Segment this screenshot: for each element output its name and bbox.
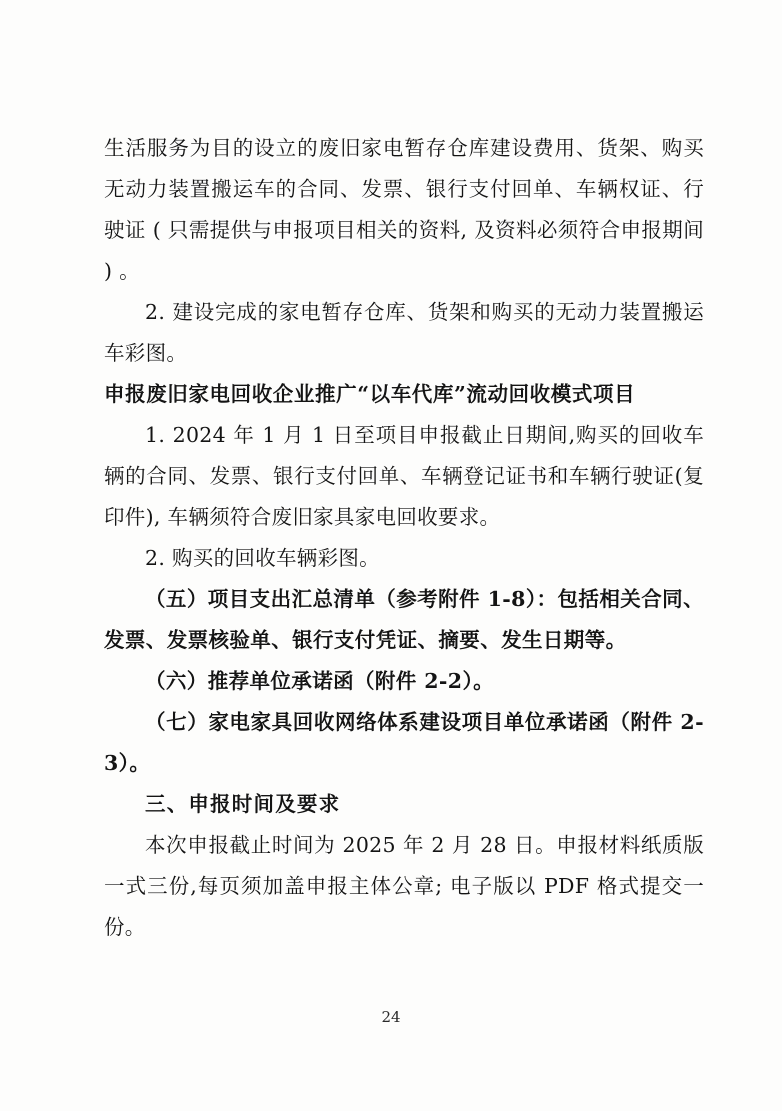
paragraph-1: 生活服务为目的设立的废旧家电暂存仓库建设费用、货架、购买无动力装置搬运车的合同、发票、银行支付回单、车辆权证、行驶证 ( 只需提供与申报项目相关的资料, 及资料必须符合申报期间 ) 。 bbox=[104, 136, 704, 283]
paragraph-2: 2. 建设完成的家电暂存仓库、货架和购买的无动力装置搬运车彩图。 bbox=[104, 300, 704, 365]
page-number: 24 bbox=[381, 1008, 401, 1026]
document-body bbox=[104, 128, 704, 948]
paragraph-7-item-six: （六）推荐单位承诺函（附件 2-2）。 bbox=[145, 669, 495, 693]
paragraph-4: 1. 2024 年 1 月 1 日至项目申报截止日期间,购买的回收车辆的合同、发票、银行支付回单、车辆登记证书和车辆行驶证(复印件), 车辆须符合废旧家具家电回收要求。 bbox=[104, 423, 704, 529]
paragraph-8-item-seven: （七）家电家具回收网络体系建设项目单位承诺函（附件 2-3）。 bbox=[104, 710, 704, 775]
paragraph-6-item-five: （五）项目支出汇总清单（参考附件 1-8）：包括相关合同、发票、发票核验单、银行支付凭证、摘要、发生日期等。 bbox=[104, 587, 704, 652]
paragraph-3-subheading: 申报废旧家电回收企业推广“以车代库”流动回收模式项目 bbox=[104, 382, 636, 406]
paragraph-5: 2. 购买的回收车辆彩图。 bbox=[145, 546, 380, 570]
paragraph-10: 本次申报截止时间为 2025 年 2 月 28 日。申报材料纸质版一式三份,每页须加盖申报主体公章; 电子版以 PDF 格式提交一份。 bbox=[104, 833, 704, 939]
section-heading-three: 三、申报时间及要求 bbox=[145, 792, 341, 816]
